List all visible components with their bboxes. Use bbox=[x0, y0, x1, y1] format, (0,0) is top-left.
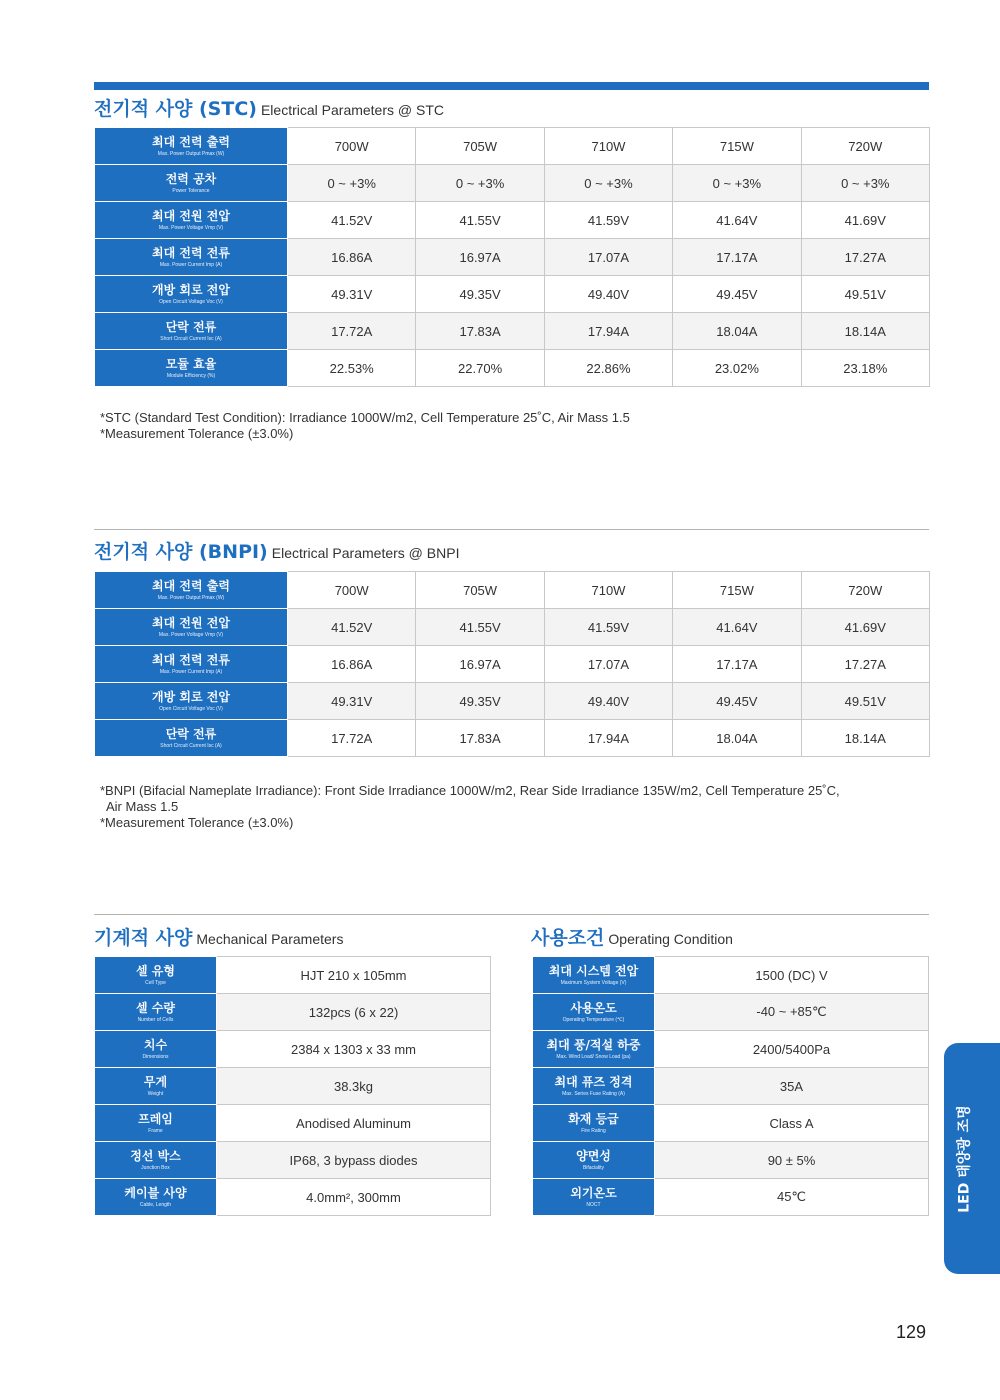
bnpi-note-line: Air Mass 1.5 bbox=[106, 799, 179, 814]
table-cell: 0 ~ +3% bbox=[288, 165, 416, 202]
table-row bbox=[95, 1105, 491, 1142]
table-cell: 17.83A bbox=[416, 313, 544, 350]
page-number: 129 bbox=[895, 1322, 926, 1342]
bnpi-table bbox=[94, 571, 930, 757]
table-cell: 41.64V bbox=[673, 609, 801, 646]
row-label-en: Operating Temperature (℃) bbox=[562, 1016, 625, 1023]
row-label bbox=[95, 683, 288, 720]
table-cell: 17.07A bbox=[544, 646, 672, 683]
table-cell: 0 ~ +3% bbox=[544, 165, 672, 202]
table-cell: Anodised Aluminum bbox=[217, 1105, 491, 1142]
bnpi-section-title bbox=[94, 537, 459, 564]
table-row bbox=[533, 1068, 929, 1105]
table-cell: 41.69V bbox=[801, 609, 929, 646]
section-divider bbox=[94, 529, 929, 530]
table-cell: 2400/5400Pa bbox=[655, 1031, 929, 1068]
table-cell: 49.51V bbox=[801, 276, 929, 313]
bnpi-title-ko: 전기적 사양 (BNPI) bbox=[94, 541, 268, 563]
row-label-en: Bifaciality bbox=[582, 1164, 605, 1171]
table-cell: 0 ~ +3% bbox=[673, 165, 801, 202]
table-cell: 17.72A bbox=[288, 313, 416, 350]
table-cell: 49.31V bbox=[288, 683, 416, 720]
row-label bbox=[533, 1179, 655, 1216]
table-cell: 49.51V bbox=[801, 683, 929, 720]
table-row bbox=[95, 646, 930, 683]
row-label-en: Max. Power Voltage Vmp (V) bbox=[158, 631, 224, 638]
table-row bbox=[533, 1031, 929, 1068]
row-label-ko: 치수 bbox=[143, 1037, 168, 1052]
row-label-ko: 전력 공차 bbox=[165, 171, 217, 186]
table-row bbox=[95, 239, 930, 276]
table-row bbox=[533, 1179, 929, 1216]
side-category-label-wrap bbox=[944, 1043, 984, 1274]
row-label-ko: 화재 등급 bbox=[568, 1111, 619, 1126]
table-cell: 18.04A bbox=[673, 720, 801, 757]
table-cell: 715W bbox=[673, 572, 801, 609]
table-cell: 17.72A bbox=[288, 720, 416, 757]
table-row bbox=[95, 720, 930, 757]
table-cell: 710W bbox=[544, 572, 672, 609]
row-label bbox=[95, 165, 288, 202]
table-row bbox=[533, 994, 929, 1031]
table-row bbox=[95, 128, 930, 165]
table-cell: 49.45V bbox=[673, 276, 801, 313]
table-cell: 49.35V bbox=[416, 683, 544, 720]
row-label-en: Weight bbox=[147, 1090, 164, 1097]
row-label-ko: 최대 전력 출력 bbox=[152, 134, 230, 149]
row-label-ko: 셀 유형 bbox=[136, 963, 175, 978]
row-label-ko: 정선 박스 bbox=[130, 1148, 181, 1163]
row-label-en: Max. Power Current Imp (A) bbox=[159, 668, 223, 675]
table-cell: 17.27A bbox=[801, 646, 929, 683]
row-label-en: Maximum System Voltage (V) bbox=[560, 979, 627, 986]
table-cell: 41.59V bbox=[544, 202, 672, 239]
table-cell: 18.14A bbox=[801, 313, 929, 350]
table-cell: Class A bbox=[655, 1105, 929, 1142]
row-label-ko: 단락 전류 bbox=[165, 726, 217, 741]
table-cell: 38.3kg bbox=[217, 1068, 491, 1105]
row-label-ko: 외기온도 bbox=[570, 1185, 617, 1200]
top-accent-bar bbox=[94, 82, 929, 90]
table-cell: 49.45V bbox=[673, 683, 801, 720]
table-cell: 17.17A bbox=[673, 239, 801, 276]
row-label-en: Cable, Length bbox=[139, 1201, 172, 1208]
table-cell: 18.14A bbox=[801, 720, 929, 757]
table-cell: 17.94A bbox=[544, 313, 672, 350]
row-label bbox=[533, 994, 655, 1031]
row-label-ko: 개방 회로 전압 bbox=[152, 689, 230, 704]
row-label-ko: 셀 수량 bbox=[136, 1000, 175, 1015]
row-label-ko: 최대 전원 전압 bbox=[152, 615, 230, 630]
row-label-en: NOCT bbox=[586, 1201, 601, 1208]
table-row bbox=[533, 957, 929, 994]
table-row bbox=[533, 1105, 929, 1142]
row-label bbox=[95, 1179, 217, 1216]
row-label bbox=[95, 957, 217, 994]
table-cell: 17.17A bbox=[673, 646, 801, 683]
table-cell: 90 ± 5% bbox=[655, 1142, 929, 1179]
row-label-ko: 사용온도 bbox=[570, 1000, 617, 1015]
oper-section-title bbox=[531, 923, 733, 950]
table-cell: 17.83A bbox=[416, 720, 544, 757]
row-label bbox=[95, 1031, 217, 1068]
bnpi-note-line: *Measurement Tolerance (±3.0%) bbox=[100, 815, 294, 830]
table-cell: 45℃ bbox=[655, 1179, 929, 1216]
table-cell: 16.97A bbox=[416, 646, 544, 683]
row-label-ko: 양면성 bbox=[576, 1148, 611, 1163]
row-label-en: Max. Power Output Pmax (W) bbox=[157, 150, 225, 157]
section-divider bbox=[94, 914, 929, 915]
row-label-en: Max. Power Current Imp (A) bbox=[159, 261, 223, 268]
row-label bbox=[95, 994, 217, 1031]
table-cell: 41.55V bbox=[416, 609, 544, 646]
table-row bbox=[533, 1142, 929, 1179]
row-label-ko: 무게 bbox=[143, 1074, 168, 1089]
table-cell: 720W bbox=[801, 128, 929, 165]
oper-title-ko: 사용조건 bbox=[531, 927, 605, 949]
side-category-label: LED 태양광 조명 bbox=[957, 1104, 974, 1213]
stc-notes bbox=[100, 410, 630, 442]
table-cell: 41.55V bbox=[416, 202, 544, 239]
row-label-ko: 프레임 bbox=[138, 1111, 173, 1126]
row-label bbox=[95, 720, 288, 757]
table-cell: 22.53% bbox=[288, 350, 416, 387]
stc-title-en: Electrical Parameters @ STC bbox=[260, 102, 445, 118]
table-row bbox=[95, 1179, 491, 1216]
table-cell: -40 ~ +85℃ bbox=[655, 994, 929, 1031]
table-cell: 0 ~ +3% bbox=[416, 165, 544, 202]
table-cell: 23.18% bbox=[801, 350, 929, 387]
oper-table bbox=[532, 956, 929, 1216]
table-cell: 700W bbox=[288, 572, 416, 609]
bnpi-notes bbox=[100, 783, 840, 831]
table-cell: 22.86% bbox=[544, 350, 672, 387]
row-label bbox=[95, 202, 288, 239]
row-label-en: Cell Type bbox=[145, 979, 166, 986]
table-cell: 16.86A bbox=[288, 239, 416, 276]
row-label-ko: 최대 전력 출력 bbox=[152, 578, 230, 593]
table-cell: 715W bbox=[673, 128, 801, 165]
row-label-ko: 최대 전원 전압 bbox=[152, 208, 230, 223]
mech-section-title bbox=[94, 923, 343, 950]
stc-section-title bbox=[94, 94, 444, 121]
row-label bbox=[533, 1105, 655, 1142]
table-row bbox=[95, 276, 930, 313]
table-cell: 705W bbox=[416, 572, 544, 609]
table-cell: IP68, 3 bypass diodes bbox=[217, 1142, 491, 1179]
row-label-en: Max. Power Output Pmax (W) bbox=[157, 594, 225, 601]
table-cell: 720W bbox=[801, 572, 929, 609]
table-row bbox=[95, 957, 491, 994]
row-label-ko: 최대 퓨즈 정격 bbox=[554, 1074, 633, 1089]
row-label bbox=[95, 239, 288, 276]
row-label bbox=[95, 1105, 217, 1142]
stc-table bbox=[94, 127, 930, 387]
row-label-en: Power Tolerance bbox=[172, 187, 210, 194]
mech-title-ko: 기계적 사양 bbox=[94, 927, 193, 949]
table-cell: 705W bbox=[416, 128, 544, 165]
table-cell: 49.31V bbox=[288, 276, 416, 313]
row-label bbox=[533, 957, 655, 994]
row-label-en: Open Circuit Voltage Voc (V) bbox=[159, 298, 223, 305]
row-label bbox=[95, 313, 288, 350]
table-cell: 710W bbox=[544, 128, 672, 165]
row-label-en: Open Circuit Voltage Voc (V) bbox=[159, 705, 223, 712]
row-label-en: Max. Power Voltage Vmp (V) bbox=[158, 224, 224, 231]
row-label-ko: 최대 풍/적설 하중 bbox=[546, 1037, 641, 1052]
table-cell: 49.40V bbox=[544, 683, 672, 720]
row-label-en: Dimensions bbox=[142, 1053, 169, 1060]
table-cell: 132pcs (6 x 22) bbox=[217, 994, 491, 1031]
table-row bbox=[95, 1068, 491, 1105]
table-row bbox=[95, 313, 930, 350]
table-cell: 41.59V bbox=[544, 609, 672, 646]
stc-note-line: *STC (Standard Test Condition): Irradiance 1000W/m2, Cell Temperature 25˚C, Air Mass 1.5 bbox=[100, 410, 630, 425]
table-cell: 4.0mm², 300mm bbox=[217, 1179, 491, 1216]
table-row bbox=[95, 1142, 491, 1179]
row-label-ko: 개방 회로 전압 bbox=[152, 282, 230, 297]
table-cell: 16.97A bbox=[416, 239, 544, 276]
table-cell: 41.69V bbox=[801, 202, 929, 239]
table-cell: 17.94A bbox=[544, 720, 672, 757]
row-label bbox=[533, 1031, 655, 1068]
row-label bbox=[95, 276, 288, 313]
table-cell: 700W bbox=[288, 128, 416, 165]
mech-table bbox=[94, 956, 491, 1216]
row-label-en: Max. Series Fuse Rating (A) bbox=[562, 1090, 625, 1097]
row-label-en: Frame bbox=[148, 1127, 163, 1134]
table-cell: 49.40V bbox=[544, 276, 672, 313]
row-label-en: Max. Wind Load/ Snow Load (pa) bbox=[556, 1053, 631, 1060]
table-cell: 18.04A bbox=[673, 313, 801, 350]
table-row bbox=[95, 994, 491, 1031]
row-label-en: Module Efficiency (%) bbox=[166, 372, 216, 379]
table-cell: 41.52V bbox=[288, 202, 416, 239]
table-row bbox=[95, 609, 930, 646]
row-label bbox=[95, 609, 288, 646]
row-label bbox=[95, 1068, 217, 1105]
table-row bbox=[95, 350, 930, 387]
row-label bbox=[95, 128, 288, 165]
row-label bbox=[95, 350, 288, 387]
table-cell: 2384 x 1303 x 33 mm bbox=[217, 1031, 491, 1068]
row-label-ko: 단락 전류 bbox=[165, 319, 217, 334]
row-label bbox=[95, 646, 288, 683]
table-row bbox=[95, 572, 930, 609]
table-row bbox=[95, 165, 930, 202]
table-cell: 41.64V bbox=[673, 202, 801, 239]
table-cell: 17.07A bbox=[544, 239, 672, 276]
table-cell: HJT 210 x 105mm bbox=[217, 957, 491, 994]
row-label bbox=[533, 1142, 655, 1179]
row-label bbox=[95, 572, 288, 609]
table-cell: 16.86A bbox=[288, 646, 416, 683]
stc-title-ko: 전기적 사양 (STC) bbox=[94, 98, 257, 120]
table-cell: 23.02% bbox=[673, 350, 801, 387]
table-cell: 35A bbox=[655, 1068, 929, 1105]
row-label-en: Short Circuit Current Isc (A) bbox=[160, 742, 222, 749]
row-label-ko: 최대 전력 전류 bbox=[152, 245, 230, 260]
row-label-ko: 최대 전력 전류 bbox=[152, 652, 230, 667]
row-label-ko: 모듈 효율 bbox=[165, 356, 217, 371]
table-cell: 41.52V bbox=[288, 609, 416, 646]
table-row bbox=[95, 202, 930, 239]
table-cell: 0 ~ +3% bbox=[801, 165, 929, 202]
row-label-en: Fire Rating bbox=[581, 1127, 606, 1134]
row-label-en: Junction Box bbox=[141, 1164, 170, 1171]
stc-note-line: *Measurement Tolerance (±3.0%) bbox=[100, 426, 294, 441]
table-cell: 22.70% bbox=[416, 350, 544, 387]
table-row bbox=[95, 683, 930, 720]
row-label-en: Number of Cells bbox=[137, 1016, 174, 1023]
row-label bbox=[95, 1142, 217, 1179]
bnpi-note-line: *BNPI (Bifacial Nameplate Irradiance): Front Side Irradiance 1000W/m2, Rear Side Irradiance 135W/m2, Cell Temperature 25˚C, bbox=[100, 783, 840, 798]
table-cell: 1500 (DC) V bbox=[655, 957, 929, 994]
mech-title-en: Mechanical Parameters bbox=[196, 931, 344, 947]
table-cell: 49.35V bbox=[416, 276, 544, 313]
table-row bbox=[95, 1031, 491, 1068]
row-label bbox=[533, 1068, 655, 1105]
table-cell: 17.27A bbox=[801, 239, 929, 276]
row-label-en: Short Circuit Current Isc (A) bbox=[160, 335, 222, 342]
row-label-ko: 최대 시스템 전압 bbox=[548, 963, 639, 978]
bnpi-title-en: Electrical Parameters @ BNPI bbox=[271, 545, 460, 561]
row-label-ko: 케이블 사양 bbox=[124, 1185, 187, 1200]
oper-title-en: Operating Condition bbox=[608, 931, 733, 947]
